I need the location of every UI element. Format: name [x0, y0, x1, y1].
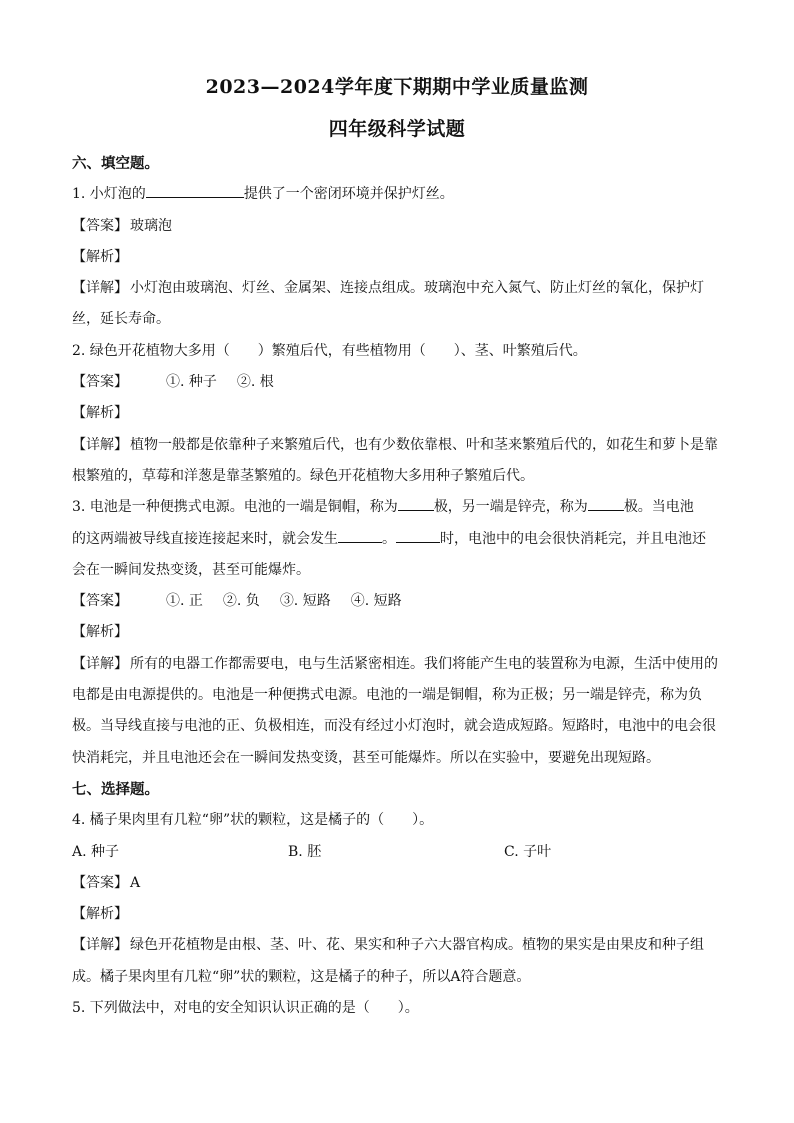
question-3-analysis-label: 【解析】 — [72, 624, 128, 641]
detail-label: 【详解】 — [72, 937, 128, 954]
question-3-blank-2 — [588, 496, 624, 511]
question-3-blank-3 — [338, 528, 382, 543]
question-3-stem-text: 时，电池中的电会很快消耗完，并且电池还 — [440, 530, 706, 547]
question-3-stem-text: 3. 电池是一种便携式电源。电池的一端是铜帽，称为 — [72, 499, 398, 516]
question-3-answer-4: ④. 短路 — [350, 593, 402, 610]
answer-label: 【答案】 — [72, 874, 128, 891]
question-3-blank-4 — [396, 528, 440, 543]
document-body — [72, 148, 722, 1024]
question-4-options — [72, 837, 722, 868]
question-2-detail-text: 植物一般都是依靠种子来繁殖后代，也有少数依靠根、叶和茎来繁殖后代的，如花生和萝卜是靠 — [130, 436, 718, 453]
question-1-answer-row — [72, 211, 722, 242]
question-3-stem-text: 的这两端被导线直接连接起来时，就会发生 — [72, 530, 338, 547]
question-1-detail-line — [72, 273, 722, 304]
question-3-stem-text: 极。当电池 — [623, 499, 694, 516]
question-3-detail-text: 所有的电器工作都需要电，电与生活紧密相连。我们将能产生电的装置称为电源，生活中使用的 — [130, 655, 718, 672]
question-3-detail-line: 电都是由电源提供的。电池是一种便携式电源。电池的一端是铜帽，称为正极；另一端是锌壳，称为负 — [72, 687, 702, 704]
question-1-detail-line: 丝，延长寿命。 — [72, 311, 170, 328]
question-3-stem-text: 极，另一端是锌壳，称为 — [433, 499, 588, 516]
question-3-answer-1: ①. 正 — [166, 593, 203, 610]
question-1-stem — [72, 179, 722, 210]
question-1-blank — [146, 183, 244, 198]
question-2-answer-2: ②. 根 — [236, 374, 274, 391]
question-1-detail-text: 小灯泡由玻璃泡、灯丝、金属架、连接点组成。玻璃泡中充入氮气、防止灯丝的氧化，保护灯 — [130, 280, 704, 297]
question-4-detail-line: 成。橘子果肉里有几粒“卵”状的颗粒，这是橘子的种子，所以A符合题意。 — [72, 968, 531, 985]
detail-label: 【详解】 — [72, 436, 128, 453]
question-3-stem-line — [72, 524, 722, 555]
section-heading-fill-in: 六、填空题。 — [72, 155, 159, 172]
question-2-detail-line: 根繁殖的，草莓和洋葱是靠茎繁殖的。绿色开花植物大多用种子繁殖后代。 — [72, 467, 534, 484]
question-3-detail-line: 快消耗完，并且电池还会在一瞬间发热变烫，甚至可能爆炸。所以在实验中，要避免出现短路。 — [72, 749, 660, 766]
question-5-stem: 5. 下列做法中，对电的安全知识认识正确的是（ ）。 — [72, 1000, 419, 1017]
question-3-detail-line — [72, 649, 722, 680]
question-4-detail-text: 绿色开花植物是由根、茎、叶、花、果实和种子六大器官构成。植物的果实是由果皮和种子组 — [130, 937, 704, 954]
question-3-answer-row — [72, 586, 722, 617]
question-4-analysis-label: 【解析】 — [72, 906, 128, 923]
question-3-stem-line — [72, 492, 722, 523]
question-4-option-b: B. 胚 — [288, 843, 322, 860]
question-2-answer-1: ①. 种子 — [166, 374, 217, 391]
question-4-answer: A — [130, 874, 141, 891]
question-3-detail-line: 极。当导线直接与电池的正、负极相连，而没有经过小灯泡时，就会造成短路。短路时，电池中的电会很 — [72, 718, 716, 735]
question-4-answer-row — [72, 868, 722, 899]
question-3-blank-1 — [398, 496, 434, 511]
answer-label: 【答案】 — [72, 217, 128, 234]
question-4-detail-line — [72, 930, 722, 961]
question-2-answer-row — [72, 367, 722, 398]
question-4-option-a: A. 种子 — [72, 843, 120, 860]
question-4-stem: 4. 橘子果肉里有几粒“卵”状的颗粒，这是橘子的（ ）。 — [72, 812, 434, 829]
detail-label: 【详解】 — [72, 280, 128, 297]
question-1-answer: 玻璃泡 — [130, 217, 172, 234]
section-heading-multiple-choice: 七、选择题。 — [72, 780, 159, 798]
question-3-answer-2: ②. 负 — [222, 593, 260, 610]
answer-label: 【答案】 — [72, 374, 128, 391]
question-4-option-c: C. 子叶 — [504, 843, 552, 860]
question-1-analysis-label: 【解析】 — [72, 248, 128, 265]
page-title: 2023—2024学年度下期期中学业质量监测 — [205, 76, 589, 98]
question-3-stem-line: 会在一瞬间发热变烫，甚至可能爆炸。 — [72, 561, 310, 578]
question-1-stem-post: 提供了一个密闭环境并保护灯丝。 — [243, 186, 454, 203]
question-3-stem-text: 。 — [382, 530, 396, 547]
question-2-stem: 2. 绿色开花植物大多用（ ）繁殖后代，有些植物用（ ）、茎、叶繁殖后代。 — [72, 342, 587, 359]
question-1-stem-pre: 1. 小灯泡的 — [72, 186, 146, 203]
question-3-answer-3: ③. 短路 — [279, 593, 331, 610]
detail-label: 【详解】 — [72, 655, 128, 672]
answer-label: 【答案】 — [72, 593, 128, 610]
question-2-analysis-label: 【解析】 — [72, 405, 128, 422]
question-2-detail-line — [72, 430, 722, 461]
page-subtitle: 四年级科学试题 — [328, 118, 466, 140]
